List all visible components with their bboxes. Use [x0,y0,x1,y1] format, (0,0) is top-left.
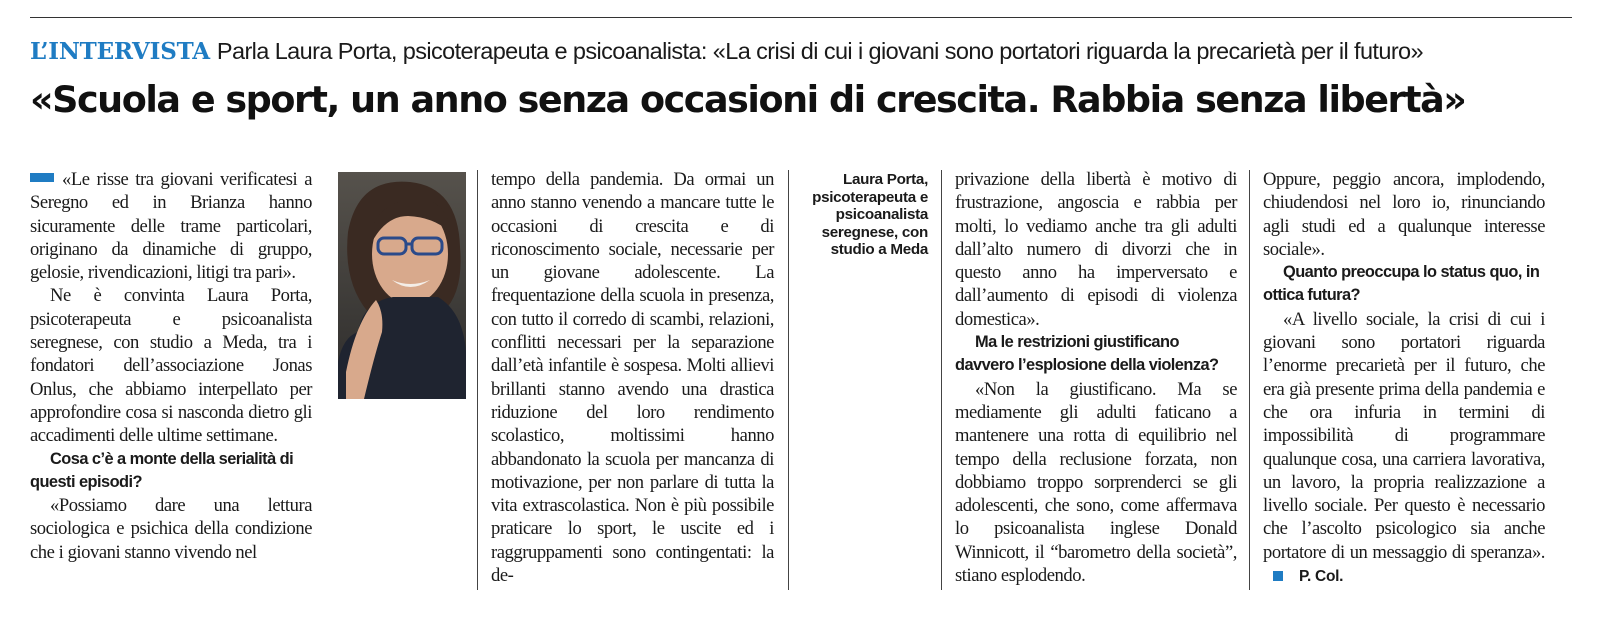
photo-caption: Laura Porta, psicoterapeuta e psicoanalista seregnese, con studio a Meda [812,171,928,258]
headline: «Scuola e sport, un anno senza occasioni di crescita. Rabbia senza libertà» [30,78,1466,121]
column-divider [477,170,478,590]
body-paragraph: «Non la giustificano. Ma se mediamente gli adulti faticano a mantenere una rotta di equilibrio nel tempo della reclusione forzata, non dobbiamo troppo sorprenderci se gli adolescenti, che sono, come affermava lo psicoanalista inglese Donald Winnicott, il “barometro della società”, stiano esplodendo. [955,378,1237,587]
portrait-image-icon [338,172,466,399]
top-rule [30,17,1572,18]
lead-marker-icon [30,173,54,182]
body-paragraph: Ne è convinta Laura Porta, psicoterapeuta e psicoanalista seregnese, con studio a Meda, tra i fondatori dell’associazione Jonas Onlus, che abbiamo interpellato per approfondire cosa si nasconda dietro gli accadimenti delle ultime settimane. [30,285,312,447]
article-column-4 [1263,168,1545,588]
interview-question: Quanto preoccupa lo status quo, in ottica futura? [1263,263,1540,305]
body-paragraph: tempo della pandemia. Da ormai un anno stanno venendo a mancare tutte le occasioni di crescita e di riconoscimento sociale, necessarie per un giovane adolescente. La frequentazione della scuola in presenza, con tutto il corredo di scambi, relazioni, conflitti necessari per la separazione dall’età infantile è sospesa. Molti allievi brillanti stanno avendo una drastica riduzione del loro rendimento scolastico, moltissimi hanno abbandonato la scuola per mancanza di motivazione, per non parlare di tutta la vita extrascolastica. Non è più possibile praticare lo sport, le uscite ed i raggruppamenti sono contingentati: la de- [491,169,774,587]
interview-question: Ma le restrizioni giustificano davvero l’esplosione della violenza? [955,333,1219,375]
body-paragraph: Oppure, peggio ancora, implodendo, chiudendosi nel loro io, rinunciando agli studi ed a qualunque interesse sociale». [1263,169,1545,260]
portrait-photo [338,172,466,399]
lead-paragraph: «Le risse tra giovani verificatesi a Seregno ed in Brianza hanno sicuramente delle trame particolari, originano da dinamiche di gruppo, gelosie, rivendicazioni, litigi tra pari». [30,169,312,284]
kicker-text: Parla Laura Porta, psicoterapeuta e psicoanalista: «La crisi di cui i giovani sono portatori riguarda la precarietà per il futuro» [216,38,1423,64]
body-paragraph: privazione della libertà è motivo di frustrazione, angoscia e rabbia per molti, lo vediamo anche tra gli adulti dall’alto numero di divorzi che in questo anno ha imperversato e dall’aumento di episodi di violenza domestica». [955,169,1237,330]
kicker-line [30,38,1575,65]
article-column-2 [491,168,774,587]
article-column-3 [955,168,1237,587]
column-divider [941,170,942,590]
interview-question: Cosa c’è a monte della serialità di questi episodi? [30,449,294,491]
end-marker-icon [1273,571,1283,581]
closing-paragraph: «A livello sociale, la crisi di cui i giovani sono portatori riguarda l’enorme precarietà per il futuro, che era già presente prima della pandemia e che ora infuria in termini di impossibilità di programmare qualunque cosa, una carriera lavorativa, un lavoro, la propria realizzazione a livello sociale. Per questo è necessario che l’ascolto psicologico sia anche portatore di un messaggio di speranza».P. Col. [1263,308,1545,586]
section-label: L’INTERVISTA [30,38,210,65]
body-paragraph: «Possiamo dare una lettura sociologica e psichica della condizione che i giovani stanno vivendo nel [30,495,312,563]
column-divider [1249,170,1250,590]
column-divider [788,170,789,590]
author-signature: P. Col. [1299,568,1344,586]
article-column-1 [30,168,312,564]
